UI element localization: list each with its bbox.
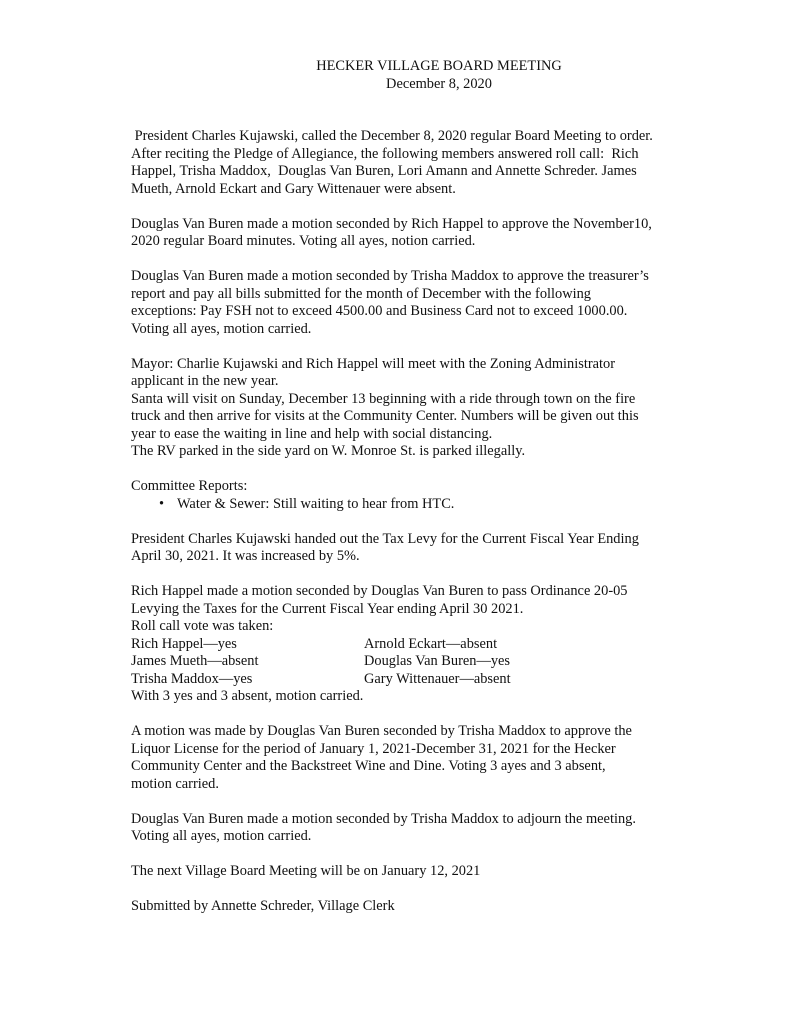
text-line: Santa will visit on Sunday, December 13 beginning with a ride through town on the fire <box>131 390 636 407</box>
text-line: Douglas Van Buren made a motion seconded by Trisha Maddox to approve the treasurer’s <box>131 268 649 284</box>
text-line: applicant in the new year. <box>131 373 279 389</box>
document-title: HECKER VILLAGE BOARD MEETING <box>316 58 562 74</box>
document-date: December 8, 2020 <box>386 75 492 92</box>
vote-entry: Douglas Van Buren—yes <box>364 653 511 669</box>
treasurer-paragraph <box>131 268 731 338</box>
text-line: Mayor: Charlie Kujawski and Rich Happel will meet with the Zoning Administrator <box>131 355 615 372</box>
text-line: President Charles Kujawski, called the December 8, 2020 regular Board Meeting to order. <box>131 128 653 144</box>
committee-heading: Committee Reports: <box>131 478 248 494</box>
vote-entry: Arnold Eckart—absent <box>364 635 498 652</box>
text-line: Levying the Taxes for the Current Fiscal Year ending April 30 2021. <box>131 600 524 617</box>
text-line: motion carried. <box>131 775 219 792</box>
text-line: Liquor License for the period of January 1, 2021-December 31, 2021 for the Hecker <box>131 740 616 757</box>
text-line: Mueth, Arnold Eckart and Gary Wittenauer were absent. <box>131 180 456 197</box>
submitted-by-paragraph: Submitted by Annette Schreder, Village Clerk <box>131 898 395 914</box>
committee-list <box>131 496 731 514</box>
text-line: Douglas Van Buren made a motion seconded by Trisha Maddox to adjourn the meeting. <box>131 810 636 827</box>
text-line: A motion was made by Douglas Van Buren seconded by Trisha Maddox to approve the <box>131 723 632 739</box>
text-line: After reciting the Pledge of Allegiance, the following members answered roll call: Rich <box>131 145 639 162</box>
minutes-paragraph <box>131 216 731 251</box>
text-line: Roll call vote was taken: <box>131 618 274 634</box>
call-to-order-paragraph <box>131 128 731 198</box>
text-line: Voting all ayes, motion carried. <box>131 320 312 337</box>
mayor-paragraph <box>131 356 731 461</box>
text-line: The RV parked in the side yard on W. Monroe St. is parked illegally. <box>131 443 526 459</box>
next-meeting-paragraph: The next Village Board Meeting will be on January 12, 2021 <box>131 863 481 879</box>
tax-levy-paragraph <box>131 531 731 566</box>
text-line: 2020 regular Board minutes. Voting all ayes, notion carried. <box>131 233 476 249</box>
text-line: Voting all ayes, motion carried. <box>131 828 312 844</box>
liquor-license-paragraph <box>131 723 731 793</box>
document-page <box>131 58 731 916</box>
text-line: April 30, 2021. It was increased by 5%. <box>131 548 360 564</box>
text-line: Douglas Van Buren made a motion seconded by Rich Happel to approve the November10, <box>131 215 652 232</box>
text-line: Rich Happel made a motion seconded by Douglas Van Buren to pass Ordinance 20-05 <box>131 583 628 599</box>
vote-entry: Trisha Maddox—yes <box>131 670 253 687</box>
text-line: Happel, Trisha Maddox, Douglas Van Buren, Lori Amann and Annette Schreder. James <box>131 163 637 179</box>
vote-entry: Gary Wittenauer—absent <box>364 670 511 687</box>
text-line: exceptions: Pay FSH not to exceed 4500.00 and Business Card not to exceed 1000.00. <box>131 303 628 319</box>
vote-entry: James Mueth—absent <box>131 653 259 669</box>
list-item: • Water & Sewer: Still waiting to hear from HTC. <box>177 496 731 514</box>
text-line: truck and then arrive for visits at the Community Center. Numbers will be given out this <box>131 408 639 424</box>
vote-entry: Rich Happel—yes <box>131 635 237 652</box>
roll-call-result: With 3 yes and 3 absent, motion carried. <box>131 688 364 704</box>
adjourn-paragraph <box>131 811 731 846</box>
text-line: Community Center and the Backstreet Wine and Dine. Voting 3 ayes and 3 absent, <box>131 758 606 774</box>
text-line: President Charles Kujawski handed out the Tax Levy for the Current Fiscal Year Ending <box>131 530 639 547</box>
roll-call-votes <box>131 636 731 689</box>
text-line: year to ease the waiting in line and help with social distancing. <box>131 425 493 442</box>
ordinance-paragraph <box>131 583 731 636</box>
text-line: report and pay all bills submitted for the month of December with the following <box>131 285 591 302</box>
